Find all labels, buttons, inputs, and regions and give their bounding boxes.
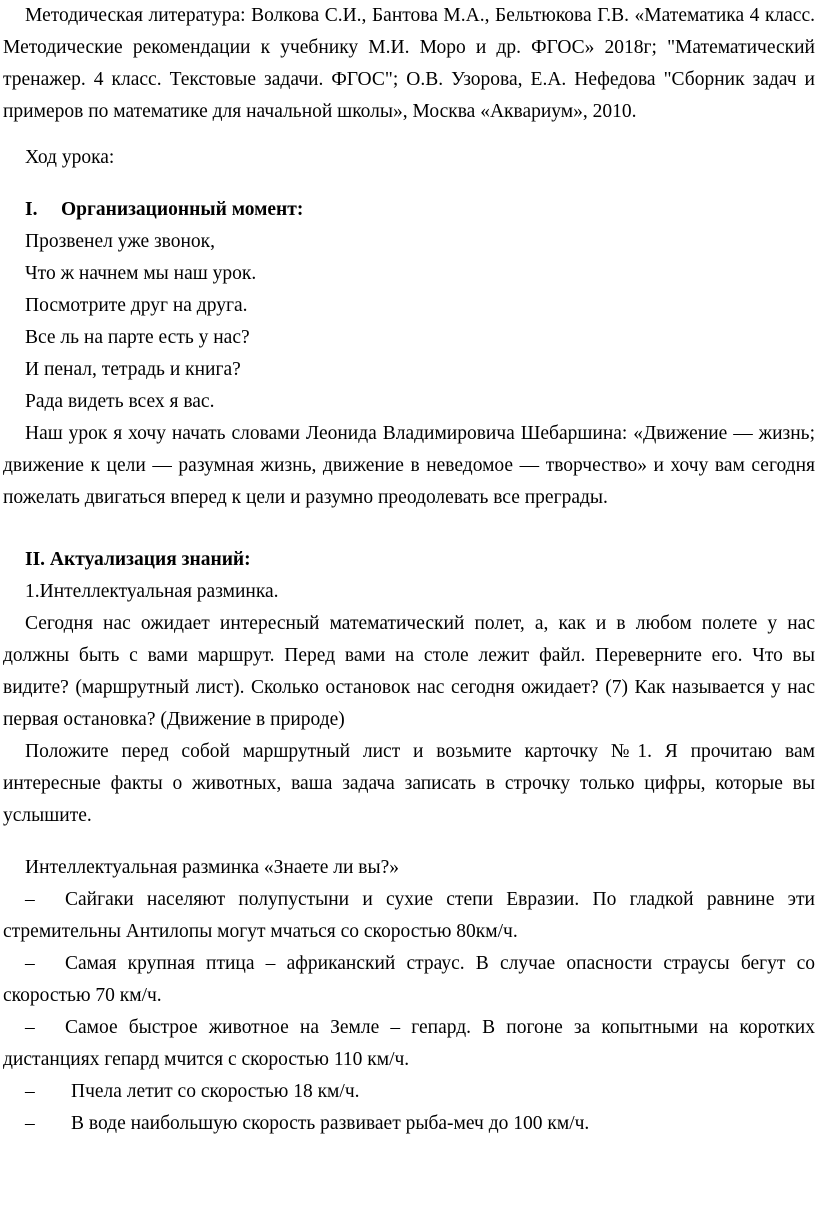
poem-line: И пенал, тетрадь и книга? xyxy=(25,359,241,380)
fact-item xyxy=(3,1076,815,1108)
literature-paragraph: Методическая литература: Волкова С.И., Бантова М.А., Бельтюкова Г.В. «Математика 4 класс. Методические рекомендации к учебнику М.И. Моро и др. ФГОС» 2018г; "Математический тренажер. 4 класс. Текстовые задачи. ФГОС"; О.В. Узорова, Е.А. Нефедова "Сборник задач и примеров по математике для начальной школы», Москва «Аквариум», 2010. xyxy=(3,5,815,122)
fact-item xyxy=(3,948,815,1012)
poem-line: Рада видеть всех я вас. xyxy=(25,391,215,412)
fact-text: Самая крупная птица – африканский страус. В случае опасности страусы бегут со скоростью 70 км/ч. xyxy=(3,953,815,1006)
dash-marker: – xyxy=(25,1017,35,1038)
poem-line: Что ж начнем мы наш урок. xyxy=(25,263,257,284)
poem-line: Прозвенел уже звонок, xyxy=(25,231,216,252)
poem-line: Посмотрите друг на друга. xyxy=(25,295,248,316)
poem-line: Все ль на парте есть у нас? xyxy=(25,327,250,348)
route-paragraph: Сегодня нас ожидает интересный математический полет, а, как и в любом полете у нас должны быть с вами маршрут. Перед вами на столе лежит файл. Переверните его. Что вы видите? (маршрутный лист). Сколько остановок нас сегодня ожидает? (7) Как называется у нас первая остановка? (Движение в природе) xyxy=(3,613,815,730)
dash-marker: – xyxy=(25,1081,35,1102)
dash-marker: – xyxy=(25,953,35,974)
card-paragraph: Положите перед собой маршрутный лист и возьмите карточку №1. Я прочитаю вам интересные факты о животных, ваша задача записать в строчку только цифры, которые вы услышите. xyxy=(3,741,815,826)
quote-paragraph: Наш урок я хочу начать словами Леонида Владимировича Шебаршина: «Движение — жизнь; движение к цели — разумная жизнь, движение в неведомое — творчество» и хочу вам сегодня пожелать двигаться вперед к цели и разумно преодолевать все преграды. xyxy=(3,423,815,508)
fact-text: В воде наибольшую скорость развивает рыба-меч до 100 км/ч. xyxy=(71,1113,590,1134)
lesson-course-label: Ход урока: xyxy=(25,147,115,168)
section-1-heading xyxy=(3,194,815,226)
document-page xyxy=(3,0,815,1140)
section-1-number: I. xyxy=(25,199,38,220)
fact-text: Самое быстрое животное на Земле – гепард. В погоне за копытными на коротких дистанциях гепард мчится с скоростью 110 км/ч. xyxy=(3,1017,815,1070)
fact-item xyxy=(3,1012,815,1076)
section-2-subtitle: 1.Интеллектуальная разминка. xyxy=(25,581,279,602)
section-2-heading: II. Актуализация знаний: xyxy=(25,549,251,570)
warmup-title: Интеллектуальная разминка «Знаете ли вы?» xyxy=(25,857,399,878)
dash-marker: – xyxy=(25,1113,35,1134)
fact-text: Сайгаки населяют полупустыни и сухие степи Евразии. По гладкой равнине эти стремительны Антилопы могут мчаться со скоростью 80км/ч. xyxy=(3,889,815,942)
dash-marker: – xyxy=(25,889,35,910)
section-1-title: Организационный момент: xyxy=(61,199,304,220)
fact-item xyxy=(3,884,815,948)
fact-text: Пчела летит со скоростью 18 км/ч. xyxy=(71,1081,360,1102)
fact-item xyxy=(3,1108,815,1140)
